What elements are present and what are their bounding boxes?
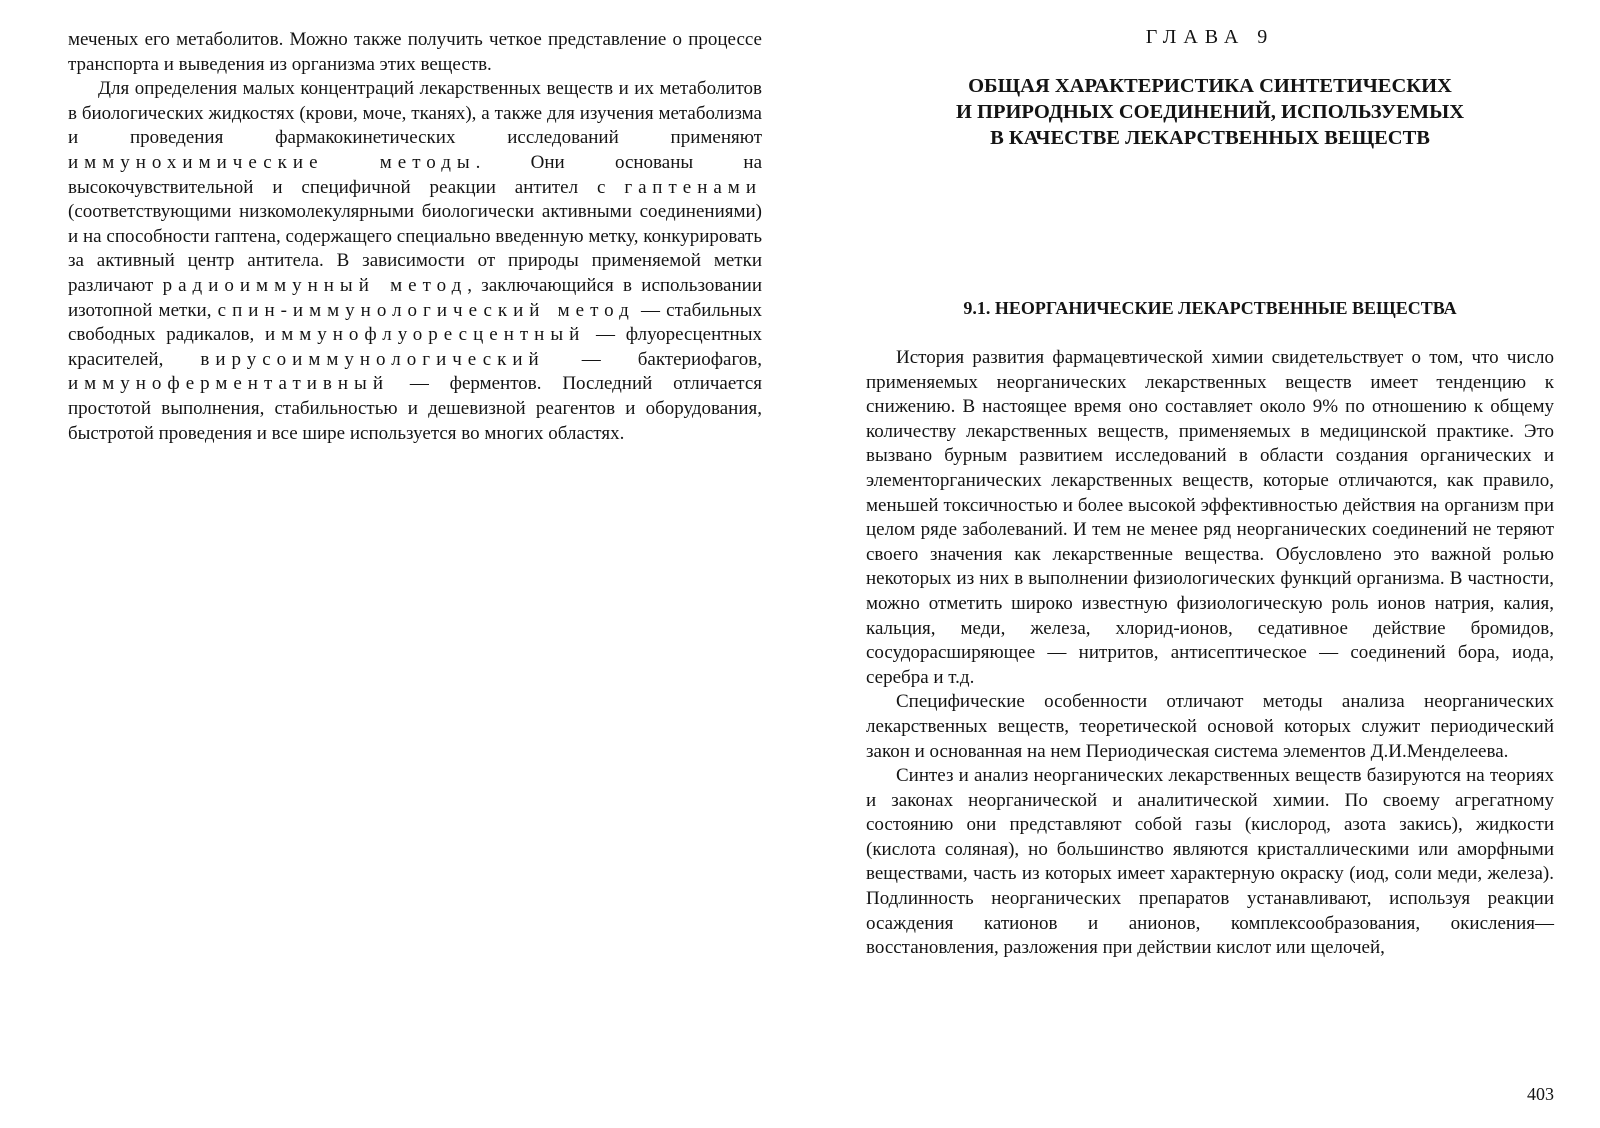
spaced-term: спин-иммунологический метод xyxy=(217,299,635,321)
chapter-label: ГЛАВА 9 xyxy=(1145,26,1275,48)
chapter-title xyxy=(866,73,1554,151)
text-run: — флуоресцентных красителей, xyxy=(68,324,762,370)
chapter-title-line: И ПРИРОДНЫХ СОЕДИНЕНИЙ, ИСПОЛЬЗУЕМЫХ xyxy=(955,101,1465,123)
page-number: 403 xyxy=(1527,1084,1554,1104)
text-run: — ферментов. Последний отличается простотой выполнения, стабильностью и дешевизной реагентов и оборудования, быстротой проведения и все шире используется во многих областях. xyxy=(68,373,762,444)
text-run: — стабильных свободных радикалов, xyxy=(68,299,762,346)
paragraph xyxy=(866,764,1554,961)
spaced-term: гаптенами xyxy=(624,176,762,198)
left-page xyxy=(68,28,762,446)
text-run: меченых его метаболитов. Можно также получить четкое представление о процессе транспорта и выведения из организма этих веществ. xyxy=(68,29,762,75)
paragraph xyxy=(866,346,1554,690)
chapter-title-line: В КАЧЕСТВЕ ЛЕКАРСТВЕННЫХ ВЕЩЕСТВ xyxy=(990,127,1430,149)
paragraph xyxy=(68,77,762,446)
text-run: Синтез и анализ неорганических лекарственных веществ базируются на теориях и законах неорганической и аналитической химии. По своему агрегатному состоянию они представляют собой газы (кислород, азота закись), жидкости (кислота соляная), но большинство являются кристаллическими или аморфными веществами, часть из которых имеет характерную окраску (иод, соли меди, железа). Подлинность неорганических препаратов устанавливают, используя реакции осаждения катионов и анионов, комплексообразования, окисления—восстановления, разложения при действии кислот или щелочей, xyxy=(866,765,1554,959)
spaced-term: радиоиммунный метод xyxy=(162,274,468,296)
left-page-body xyxy=(68,28,762,446)
paragraph xyxy=(866,690,1554,764)
spaced-term: иммунохимические методы xyxy=(68,151,476,173)
right-page xyxy=(866,26,1554,1126)
right-page-body xyxy=(866,346,1554,961)
text-run: (соответствующими низкомолекулярными биологически активными соединениями) и на способности гаптена, содержащего специально введенную метку, конкурировать за активный центр антитела. В зависимости от природы применяемой метки различают xyxy=(68,201,762,296)
spaced-term: иммунофлуоресцентный xyxy=(265,324,586,346)
text-run: Для определения малых концентраций лекарственных веществ и их метаболитов в биологических жидкостях (крови, моче, тканях), а также для изучения метаболизма и проведения фармакокинетических исследований применяют xyxy=(68,78,762,149)
text-run: . Они основаны на высокочувствительной и специфичной реакции антител с xyxy=(68,151,762,198)
spaced-term: иммуноферментативный xyxy=(68,373,389,395)
chapter-title-line: ОБЩАЯ ХАРАКТЕРИСТИКА СИНТЕТИЧЕСКИХ xyxy=(968,75,1452,97)
text-run: , заключающийся в использовании изотопной метки, xyxy=(68,274,762,321)
paragraph xyxy=(68,28,762,77)
spaced-term: вирусоиммунологический xyxy=(200,348,545,370)
text-run: Специфические особенности отличают методы анализа неорганических лекарственных веществ, теоретической основой которых служит периодический закон и основанная на нем Периодическая система элементов Д.И.Менделеева. xyxy=(866,691,1554,762)
text-run: — бактериофагов, xyxy=(544,348,762,370)
text-run: История развития фармацевтической химии свидетельствует о том, что число применяемых неорганических лекарственных веществ имеет тенденцию к снижению. В настоящее время оно составляет около 9% по отношению к общему количеству лекарственных веществ, применяемых в медицинской практике. Это вызвано бурным развитием исследований в области создания органических и элементорганических лекарственных веществ, которые отличаются, как правило, меньшей токсичностью и более высокой эффективностью действия на организм при целом ряде заболеваний. И тем не менее ряд неорганических соединений не теряют своего значения как лекарственные вещества. Обусловлено это важной ролью некоторых из них в выполнении физиологических функций организма. В частности, можно отметить широко известную физиологическую роль ионов натрия, калия, кальция, меди, железа, хлорид-ионов, седативное действие бромидов, сосудорасширяющее — нитритов, антисептическое — соединений бора, иода, серебра и т.д. xyxy=(866,347,1554,688)
section-heading: 9.1. НЕОРГАНИЧЕСКИЕ ЛЕКАРСТВЕННЫЕ ВЕЩЕСТВА xyxy=(963,298,1457,318)
